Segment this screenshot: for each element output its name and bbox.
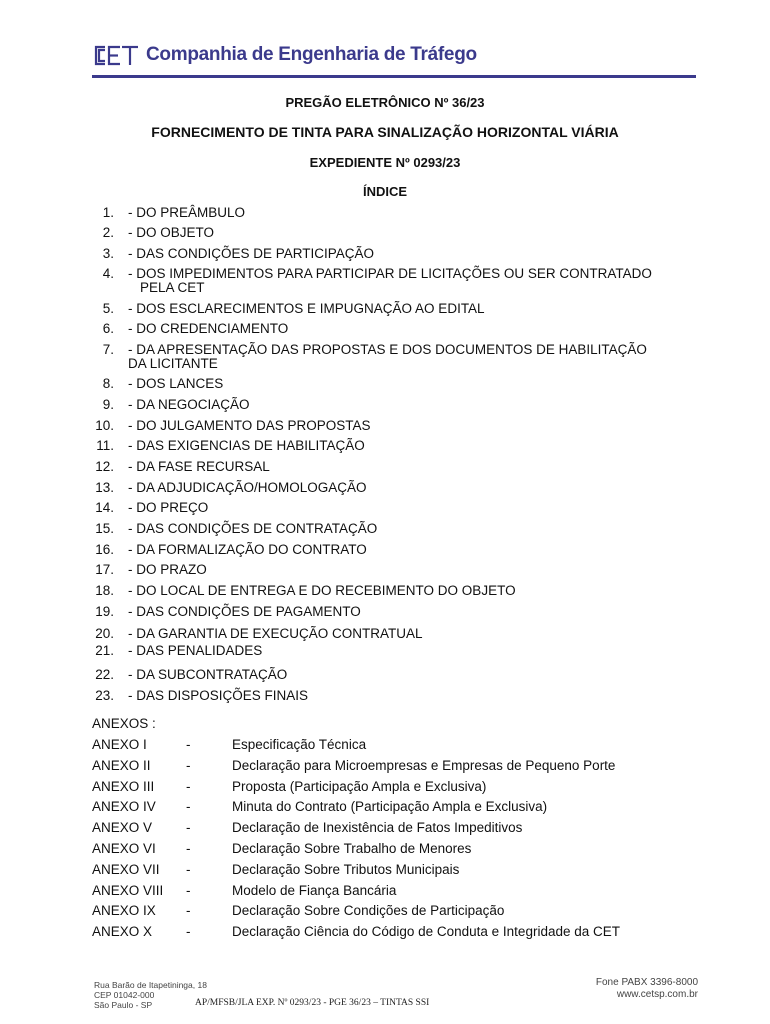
annex-dash: - xyxy=(186,924,191,939)
index-number: 17. xyxy=(95,562,114,577)
index-number: 9. xyxy=(102,397,114,412)
object-title: FORNECIMENTO DE TINTA PARA SINALIZAÇÃO HORIZONTAL VIÁRIA xyxy=(151,124,619,140)
annex-item xyxy=(92,820,692,836)
annex-code: ANEXO VII xyxy=(92,862,160,877)
index-number: 1. xyxy=(102,205,114,220)
index-label: - DA GARANTIA DE EXECUÇÃO CONTRATUAL xyxy=(128,626,423,641)
annex-code: ANEXO II xyxy=(92,758,151,773)
index-number: 15. xyxy=(95,521,114,536)
footer-contact xyxy=(596,977,698,1001)
annex-description: Declaração Sobre Tributos Municipais xyxy=(232,862,460,877)
index-label: - DAS CONDIÇÕES DE PARTICIPAÇÃO xyxy=(128,246,375,261)
letterhead xyxy=(92,40,696,80)
header-divider xyxy=(92,75,696,78)
annex-description: Declaração de Inexistência de Fatos Impeditivos xyxy=(232,820,523,835)
annex-item xyxy=(92,883,692,899)
index-number: 19. xyxy=(95,604,114,619)
annex-dash: - xyxy=(186,820,191,835)
index-label: - DO PRAZO xyxy=(128,562,207,577)
annex-dash: - xyxy=(186,758,191,773)
pregao-title: PREGÃO ELETRÔNICO Nº 36/23 xyxy=(285,95,485,110)
index-label: - DAS DISPOSIÇÕES FINAIS xyxy=(128,688,309,703)
index-label: - DA FASE RECURSAL xyxy=(128,459,270,474)
expediente-title: EXPEDIENTE Nº 0293/23 xyxy=(309,155,461,170)
annex-dash: - xyxy=(186,862,191,877)
annex-description: Declaração Sobre Condições de Participação xyxy=(232,903,505,918)
index-number: 18. xyxy=(95,583,114,598)
annex-dash: - xyxy=(186,903,191,918)
index-number: 3. xyxy=(102,246,114,261)
index-label: - DA NEGOCIAÇÃO xyxy=(128,397,250,412)
annex-dash: - xyxy=(186,799,191,814)
address-line: CEP 01042-000 xyxy=(94,990,155,1000)
index-heading: ÍNDICE xyxy=(362,184,408,199)
index-label: - DOS ESCLARECIMENTOS E IMPUGNAÇÃO AO EDITAL xyxy=(128,301,485,316)
index-label: - DOS LANCES xyxy=(128,376,224,391)
index-label: - DO CREDENCIAMENTO xyxy=(128,321,289,336)
cet-logo xyxy=(92,43,140,69)
index-number: 20. xyxy=(95,626,114,641)
annex-description: Modelo de Fiança Bancária xyxy=(232,883,397,898)
footer-phone: Fone PABX 3396-8000 xyxy=(595,977,698,988)
index-label: - DAS EXIGENCIAS DE HABILITAÇÃO xyxy=(128,438,365,453)
index-label: - DAS PENALIDADES xyxy=(128,643,263,658)
annex-description: Declaração Sobre Trabalho de Menores xyxy=(232,841,472,856)
index-number: 4. xyxy=(102,266,114,281)
annex-item xyxy=(92,758,692,774)
index-label: - DO LOCAL DE ENTREGA E DO RECEBIMENTO DO OBJETO xyxy=(128,583,516,598)
index-number: 5. xyxy=(102,301,114,316)
annexes-heading: ANEXOS : xyxy=(92,716,156,731)
annex-code: ANEXO IX xyxy=(92,903,156,918)
annex-description: Declaração para Microempresas e Empresas de Pequeno Porte xyxy=(232,758,616,773)
address-line: Rua Barão de Itapetininga, 18 xyxy=(94,980,207,990)
index-label: - DA FORMALIZAÇÃO DO CONTRATO xyxy=(128,542,367,557)
annex-description: Minuta do Contrato (Participação Ampla e Exclusiva) xyxy=(232,799,548,814)
index-number: 13. xyxy=(95,480,114,495)
index-label: DA LICITANTE xyxy=(128,356,218,371)
address-line: São Paulo - SP xyxy=(94,1000,153,1010)
annex-code: ANEXO VIII xyxy=(92,883,164,898)
annex-code: ANEXO IV xyxy=(92,799,156,814)
footer-address xyxy=(94,980,207,1010)
index-label: - DA SUBCONTRATAÇÃO xyxy=(128,667,288,682)
annex-dash: - xyxy=(186,779,191,794)
annex-code: ANEXO III xyxy=(92,779,155,794)
index-label: - DO PREÂMBULO xyxy=(128,205,246,220)
index-label: - DAS CONDIÇÕES DE PAGAMENTO xyxy=(128,604,361,619)
index-label: - DA ADJUDICAÇÃO/HOMOLOGAÇÃO xyxy=(128,480,367,495)
annex-description: Declaração Ciência do Código de Conduta e Integridade da CET xyxy=(232,924,620,939)
annex-item xyxy=(92,841,692,857)
index-label: PELA CET xyxy=(140,280,205,295)
index-number: 12. xyxy=(95,459,114,474)
annex-code: ANEXO VI xyxy=(92,841,156,856)
annex-item xyxy=(92,737,692,753)
index-number: 16. xyxy=(95,542,114,557)
index-number: 14. xyxy=(95,500,114,515)
index-number: 7. xyxy=(102,342,114,357)
annex-item xyxy=(92,799,692,815)
annex-item xyxy=(92,924,692,940)
index-label: - DA APRESENTAÇÃO DAS PROPOSTAS E DOS DOCUMENTOS DE HABILITAÇÃO xyxy=(128,342,647,357)
annex-description: Especificação Técnica xyxy=(232,737,367,752)
index-number: 6. xyxy=(102,321,114,336)
annex-description: Proposta (Participação Ampla e Exclusiva) xyxy=(232,779,487,794)
index-number: 2. xyxy=(102,225,114,240)
index-label: - DO OBJETO xyxy=(128,225,215,240)
index-number: 8. xyxy=(102,376,114,391)
footer-reference: AP/MFSB/JLA EXP. Nº 0293/23 - PGE 36/23 – TINTAS SSI xyxy=(195,998,430,1008)
index-number: 10. xyxy=(95,418,114,433)
index-label: - DO PREÇO xyxy=(128,500,209,515)
index-number: 11. xyxy=(96,438,114,453)
annex-code: ANEXO I xyxy=(92,737,147,752)
annex-item xyxy=(92,779,692,795)
index-number: 23. xyxy=(95,688,114,703)
index-number: 21. xyxy=(95,643,114,658)
index-number: 22. xyxy=(95,667,114,682)
annex-item xyxy=(92,903,692,919)
company-name: Companhia de Engenharia de Tráfego xyxy=(146,44,477,65)
index-label: - DAS CONDIÇÕES DE CONTRATAÇÃO xyxy=(128,521,378,536)
index-label: - DOS IMPEDIMENTOS PARA PARTICIPAR DE LICITAÇÕES OU SER CONTRATADO xyxy=(128,266,652,281)
annex-dash: - xyxy=(186,841,191,856)
annex-dash: - xyxy=(186,883,191,898)
footer-website: www.cetsp.com.br xyxy=(616,989,698,1000)
annex-dash: - xyxy=(186,737,191,752)
annex-code: ANEXO X xyxy=(92,924,153,939)
annex-item xyxy=(92,862,692,878)
index-label: - DO JULGAMENTO DAS PROPOSTAS xyxy=(128,418,371,433)
annex-code: ANEXO V xyxy=(92,820,153,835)
